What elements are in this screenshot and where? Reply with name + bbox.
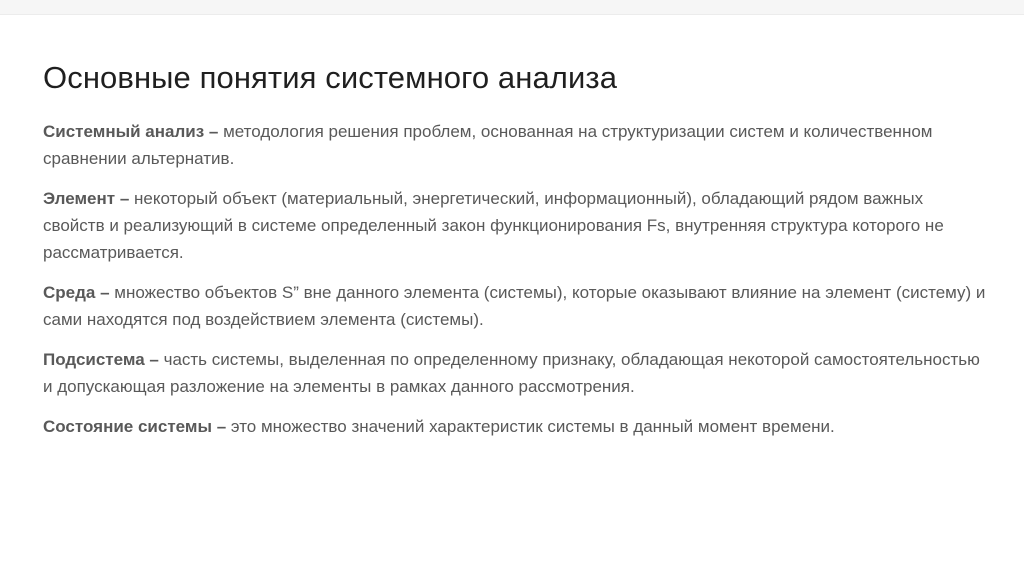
definition-subsystem: [43, 346, 988, 400]
definition-text: это множество значений характеристик системы в данный момент времени.: [226, 417, 835, 436]
definition-term: Среда –: [43, 283, 110, 302]
top-strip: [0, 0, 1024, 15]
definition-text: часть системы, выделенная по определенному признаку, обладающая некоторой самостоятельностью и допускающая разложение на элементы в рамках данного рассмотрения.: [43, 350, 980, 396]
definition-text: методология решения проблем, основанная на структуризации систем и количественном сравнении альтернатив.: [43, 122, 933, 168]
definition-term: Подсистема –: [43, 350, 159, 369]
definition-system-analysis: [43, 118, 988, 172]
definition-text: некоторый объект (материальный, энергетический, информационный), обладающий рядом важных свойств и реализующий в системе определенный закон функционирования Fs, внутренняя структура которого не рассматривается.: [43, 189, 944, 262]
definition-environment: [43, 279, 988, 333]
definition-system-state: [43, 413, 988, 440]
slide-title: Основные понятия системного анализа: [43, 60, 618, 95]
definitions-list: [43, 118, 988, 453]
definition-text: множество объектов S” вне данного элемента (системы), которые оказывают влияние на элемент (систему) и сами находятся под воздействием элемента (системы).: [43, 283, 986, 329]
definition-term: Элемент –: [43, 189, 130, 208]
definition-element: [43, 185, 988, 266]
definition-term: Состояние системы –: [43, 417, 227, 436]
definition-term: Системный анализ –: [43, 122, 219, 141]
